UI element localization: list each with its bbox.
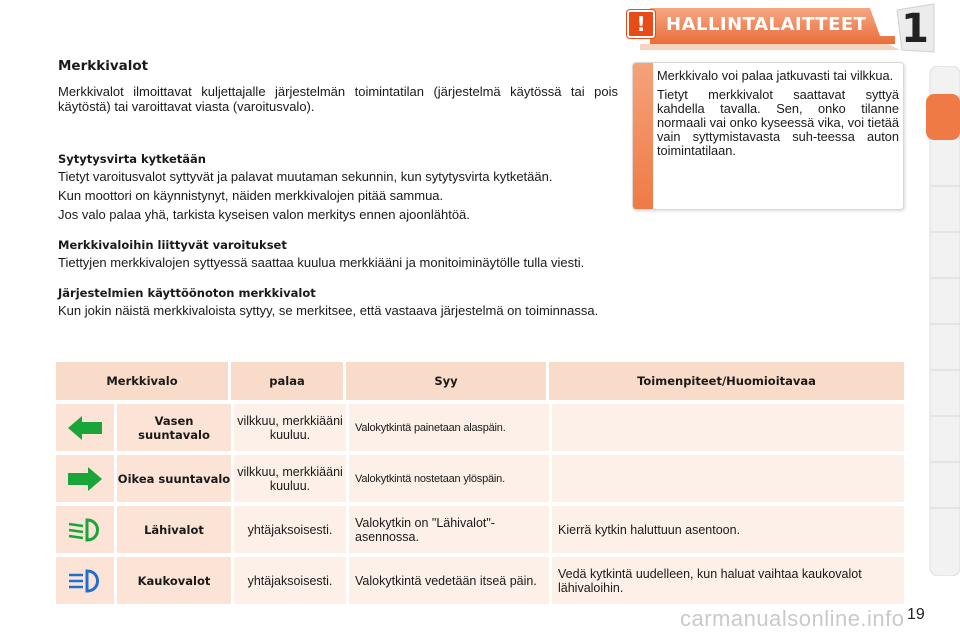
lamp-state: yhtäjaksoisesti. (234, 506, 346, 553)
table-row (56, 404, 904, 451)
intro-text: Merkkivalot ilmoittavat kuljettajalle järjestelmän toimintatilan (järjestelmä käytössä tai pois käytöstä) tai varoittavat viasta (varoitusvalo). (58, 84, 618, 114)
lamp-action: Kierrä kytkin haluttuun asentoon. (552, 506, 904, 553)
table-row (56, 455, 904, 502)
warning-strip (633, 63, 653, 209)
exclamation-icon: ! (627, 10, 655, 38)
right-arrow-icon (56, 455, 114, 502)
paragraph: Kun moottori on käynnistynyt, näiden merkkivalojen pitää sammua. (58, 188, 444, 203)
lamp-name: Oikea suuntavalo (117, 455, 231, 502)
watermark: carmanualsonline.info (680, 606, 905, 631)
page-number: 19 (907, 606, 925, 623)
main-content (58, 58, 618, 322)
lamp-name: Kaukovalot (117, 557, 231, 604)
paragraph: Jos valo palaa yhä, tarkista kyseisen valon merkitys ennen ajoonlähtöä. (58, 207, 470, 222)
table-header-row (56, 362, 904, 400)
section-title: Merkkivalot (58, 58, 149, 74)
chapter-number: 1 (901, 6, 929, 52)
header-cell: palaa (231, 362, 343, 400)
subheading-warnings: Merkkivaloihin liittyvät varoitukset (58, 238, 287, 252)
warning-text (657, 69, 899, 163)
low-beam-icon (56, 506, 114, 553)
lamp-cause: Valokytkintä vedetään itseä päin. (349, 557, 549, 604)
paragraph: Tiettyjen merkkivalojen syttyessä saattaa kuulua merkkiääni ja monitoiminäytölle tulla viesti. (58, 255, 585, 270)
lamp-state: vilkkuu, merkkiääni kuuluu. (234, 455, 346, 502)
warning-note (632, 62, 904, 210)
chapter-side-tabs[interactable] (926, 66, 960, 576)
subheading-ignition: Sytytysvirta kytketään (58, 152, 206, 166)
header-cell: Merkkivalo (56, 362, 228, 400)
header-cell: Syy (346, 362, 546, 400)
chapter-title: HALLINTALAITTEET (666, 14, 867, 35)
lamp-name: Vasen suuntavalo (117, 404, 231, 451)
lamp-cause: Valokytkintä nostetaan ylöspäin. (349, 455, 549, 502)
warning-paragraph: Tietyt merkkivalot saattavat syttyä kahdella tavalla. Sen, onko tilanne normaali vai onko kyseessä vika, voi tietää vain syttymistavasta suh-teessa auton toimintatilaan. (657, 87, 899, 158)
lamp-action (552, 455, 904, 502)
left-arrow-icon (56, 404, 114, 451)
lamp-state: vilkkuu, merkkiääni kuuluu. (234, 404, 346, 451)
high-beam-icon (56, 557, 114, 604)
lamp-cause: Valokytkin on "Lähivalot"-asennossa. (349, 506, 549, 553)
page-header (0, 0, 960, 56)
lamp-state: yhtäjaksoisesti. (234, 557, 346, 604)
subheading-system-lamps: Järjestelmien käyttöönoton merkkivalot (58, 286, 316, 300)
lamp-action (552, 404, 904, 451)
table-row (56, 506, 904, 553)
lamp-action: Vedä kytkintä uudelleen, kun haluat vaihtaa kaukovalot lähivaloihin. (552, 557, 904, 604)
header-cell: Toimenpiteet/Huomioitavaa (549, 362, 904, 400)
paragraph: Kun jokin näistä merkkivaloista syttyy, se merkitsee, että vastaava järjestelmä on toiminnassa. (58, 303, 599, 318)
active-chapter-tab (926, 94, 960, 140)
indicator-table (56, 362, 904, 608)
lamp-cause: Valokytkintä painetaan alaspäin. (349, 404, 549, 451)
paragraph: Tietyt varoitusvalot syttyvät ja palavat muutaman sekunnin, kun sytytysvirta kytketään. (58, 169, 553, 184)
warning-paragraph: Merkkivalo voi palaa jatkuvasti tai vilkkua. (657, 68, 894, 83)
table-row (56, 557, 904, 604)
lamp-name: Lähivalot (117, 506, 231, 553)
